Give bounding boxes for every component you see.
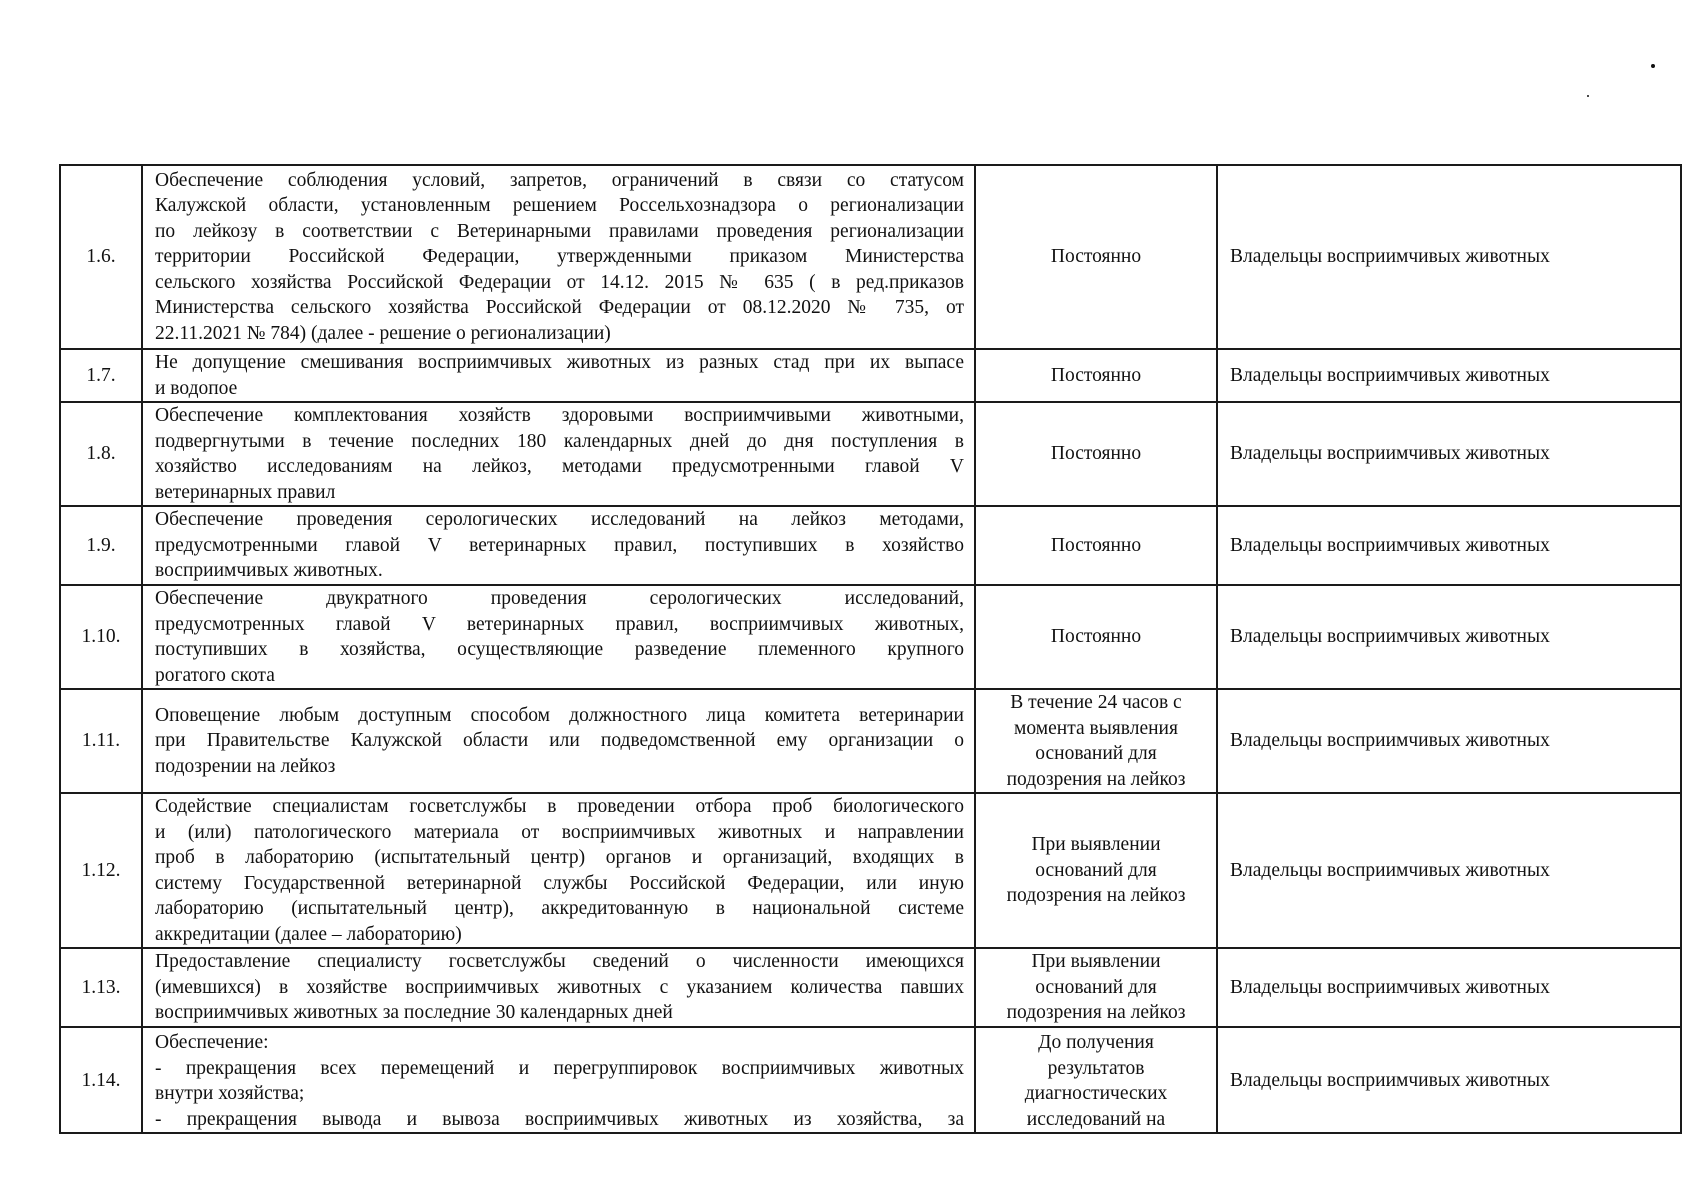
- action-line: Калужской области, установленным решением Россельхознадзора о регионализации: [155, 195, 964, 217]
- row-number: 1.6.: [60, 165, 142, 349]
- action-line: 22.11.2021 № 784) (далее - решение о регионализации): [155, 322, 611, 344]
- responsible-cell: Владельцы восприимчивых животных: [1217, 689, 1681, 793]
- term-line: диагностических: [1024, 1083, 1168, 1104]
- term-cell: Постоянно: [975, 349, 1217, 402]
- action-line: предусмотренных главой V ветеринарных правил, восприимчивых животных,: [155, 613, 964, 635]
- action-line: сельского хозяйства Российской Федерации от 14.12. 2015 № 635 ( в ред.приказов: [155, 271, 964, 293]
- action-line: Обеспечение комплектования хозяйств здоровыми восприимчивыми животными,: [155, 405, 964, 426]
- action-line: Обеспечение двукратного проведения серологических исследований,: [155, 588, 964, 609]
- term-line: оснований для: [1035, 743, 1157, 764]
- table-row: [60, 1027, 1681, 1133]
- action-cell: [142, 585, 975, 689]
- action-line: Министерства сельского хозяйства Российской Федерации от 08.12.2020 № 735, от: [155, 297, 964, 319]
- action-line: проб в лабораторию (испытательный центр) органов и организаций, входящих в: [155, 847, 964, 868]
- responsible-cell: Владельцы восприимчивых животных: [1217, 402, 1681, 506]
- term-line: момента выявления: [1014, 717, 1178, 739]
- action-line: лабораторию (испытательный центр), аккредитованную в национальной системе: [155, 898, 964, 919]
- measures-table: [59, 164, 1682, 1134]
- table-row: [60, 349, 1681, 402]
- term-cell: [975, 689, 1217, 793]
- action-line: при Правительстве Калужской области или подведомственной ему организации о: [155, 730, 964, 752]
- action-line: Оповещение любым доступным способом должностного лица комитета ветеринарии: [155, 704, 964, 726]
- term-cell: Постоянно: [975, 585, 1217, 689]
- responsible-cell: Владельцы восприимчивых животных: [1217, 948, 1681, 1027]
- action-line: Предоставление специалисту госветслужбы сведений о численности имеющихся: [155, 951, 964, 973]
- term-line: подозрения на лейкоз: [1006, 768, 1186, 790]
- row-number: 1.14.: [60, 1027, 142, 1133]
- term-line: результатов: [1047, 1057, 1145, 1079]
- term-line: До получения: [1038, 1032, 1154, 1053]
- action-line: рогатого скота: [155, 664, 275, 686]
- term-line: оснований для: [1035, 859, 1157, 881]
- table-row: [60, 948, 1681, 1027]
- term-line: оснований для: [1035, 976, 1157, 998]
- action-line: внутри хозяйства;: [155, 1083, 305, 1104]
- action-line: Обеспечение:: [155, 1032, 269, 1053]
- table-row: [60, 585, 1681, 689]
- action-line: поступивших в хозяйства, осуществляющие разведение племенного крупного: [155, 639, 964, 660]
- term-cell: [975, 793, 1217, 948]
- action-cell: [142, 689, 975, 793]
- action-line: - прекращения всех перемещений и перегруппировок восприимчивых животных: [155, 1057, 964, 1079]
- action-line: и (или) патологического материала от восприимчивых животных и направлении: [155, 821, 964, 843]
- action-line: территории Российской Федерации, утвержденными приказом Министерства: [155, 246, 964, 268]
- term-line: исследований на: [1026, 1108, 1166, 1130]
- action-line: Обеспечение проведения серологических исследований на лейкоз методами,: [155, 509, 964, 531]
- action-line: ветеринарных правил: [155, 481, 336, 503]
- responsible-cell: Владельцы восприимчивых животных: [1217, 165, 1681, 349]
- action-line: восприимчивых животных.: [155, 560, 383, 582]
- scan-speck: [1651, 64, 1655, 68]
- scan-speck: [1587, 95, 1589, 97]
- action-cell: [142, 402, 975, 506]
- action-line: аккредитации (далее – лабораторию): [155, 923, 462, 945]
- term-cell: [975, 948, 1217, 1027]
- action-line: и водопое: [155, 377, 238, 399]
- action-cell: [142, 506, 975, 585]
- responsible-cell: Владельцы восприимчивых животных: [1217, 1027, 1681, 1133]
- table-row: [60, 689, 1681, 793]
- row-number: 1.12.: [60, 793, 142, 948]
- responsible-cell: Владельцы восприимчивых животных: [1217, 506, 1681, 585]
- action-line: Обеспечение соблюдения условий, запретов, ограничений в связи со статусом: [155, 169, 964, 191]
- row-number: 1.11.: [60, 689, 142, 793]
- term-cell: Постоянно: [975, 165, 1217, 349]
- responsible-cell: Владельцы восприимчивых животных: [1217, 349, 1681, 402]
- action-line: Содействие специалистам госветслужбы в проведении отбора проб биологического: [155, 796, 964, 817]
- action-line: Не допущение смешивания восприимчивых животных из разных стад при их выпасе: [155, 352, 964, 373]
- table-row: [60, 402, 1681, 506]
- action-line: подозрении на лейкоз: [155, 755, 336, 777]
- table-row: [60, 506, 1681, 585]
- action-line: систему Государственной ветеринарной службы Российской Федерации, или иную: [155, 872, 964, 894]
- action-cell: [142, 1027, 975, 1133]
- action-cell: [142, 948, 975, 1027]
- action-cell: [142, 793, 975, 948]
- term-cell: Постоянно: [975, 402, 1217, 506]
- action-cell: [142, 349, 975, 402]
- action-cell: [142, 165, 975, 349]
- row-number: 1.7.: [60, 349, 142, 402]
- responsible-cell: Владельцы восприимчивых животных: [1217, 793, 1681, 948]
- term-line: При выявлении: [1031, 951, 1161, 973]
- term-line: подозрения на лейкоз: [1006, 1002, 1186, 1024]
- term-line: В течение 24 часов с: [1010, 692, 1182, 713]
- row-number: 1.13.: [60, 948, 142, 1027]
- table-row: [60, 793, 1681, 948]
- row-number: 1.10.: [60, 585, 142, 689]
- row-number: 1.9.: [60, 506, 142, 585]
- responsible-cell: Владельцы восприимчивых животных: [1217, 585, 1681, 689]
- table-row: [60, 165, 1681, 349]
- action-line: - прекращения вывода и вывоза восприимчивых животных из хозяйства, за: [155, 1108, 964, 1130]
- term-cell: [975, 1027, 1217, 1133]
- row-number: 1.8.: [60, 402, 142, 506]
- term-line: подозрения на лейкоз: [1006, 885, 1186, 907]
- term-cell: Постоянно: [975, 506, 1217, 585]
- action-line: хозяйство исследованиям на лейкоз, методами предусмотренными главой V: [155, 456, 964, 477]
- action-line: предусмотренными главой V ветеринарных правил, поступивших в хозяйство: [155, 534, 964, 556]
- action-line: подвергнутыми в течение последних 180 календарных дней до дня поступления в: [155, 430, 964, 452]
- action-line: восприимчивых животных за последние 30 календарных дней: [155, 1002, 673, 1024]
- action-line: по лейкозу в соответствии с Ветеринарными правилами проведения регионализации: [155, 220, 964, 242]
- action-line: (имевшихся) в хозяйстве восприимчивых животных с указанием количества павших: [155, 976, 964, 998]
- term-line: При выявлении: [1031, 834, 1161, 856]
